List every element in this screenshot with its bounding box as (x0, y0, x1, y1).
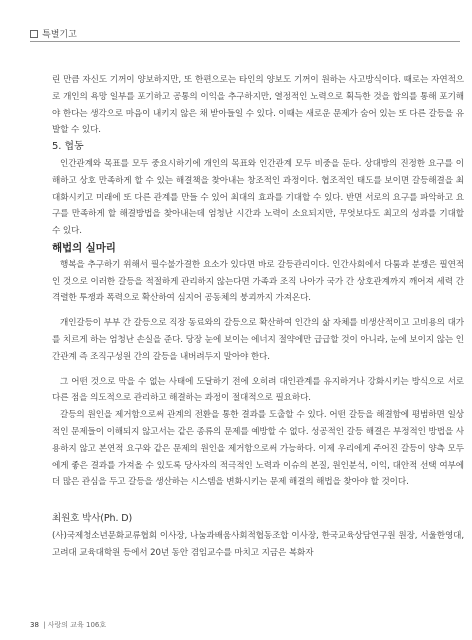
footer-divider: | (43, 621, 46, 629)
article-body (52, 72, 464, 562)
page-header (0, 0, 472, 40)
author-name: 최원호 박사(Ph. D) (52, 513, 133, 525)
author-spacer (52, 491, 464, 511)
section-box-icon (30, 30, 38, 38)
paragraph-solution-3: 그 어떤 것으로 막을 수 없는 사태에 도달하기 전에 오히려 대인관계를 유지하거나 강화시키는 방식으로 서로 다른 점을 의도적으로 관리하고 해결하는 과정이 절대적으로 필요하다. (52, 376, 464, 404)
page-number: 38 (30, 621, 39, 629)
section-label (30, 27, 77, 40)
section-label-text: 특별기고 (42, 30, 77, 40)
author-bio: (사)국제청소년문화교류협회 이사장, 나눔과배움사회적협동조합 이사장, 한국교육상담연구원 원장, 서울한영대, 고려대 교육대학원 등에서 20년 동안 겸임교수를 마치고 지금은 복화자 (52, 530, 464, 558)
paragraph-cooperation: 인간관계와 목표를 모두 중요시하기에 개인의 목표와 인간관계 모두 비중을 둔다. 상대방의 진정한 요구를 이해하고 상호 만족하게 할 수 있는 해결책을 찾아내는 창조적인 과정이다. 협조적인 태도를 보이면 갈등해결을 최대화시키고 미래에 또 다른 관계를 만들 수 있어 최대의 효과를 기대할 수 있다. 반면 서로의 요구를 파악하고 요구를 만족하게 할 해결방법을 찾아내는데 엄청난 시간과 노력이 소요되지만, 무엇보다도 최고의 성과를 기대할 수 있다. (52, 158, 464, 237)
paragraph-solution-2: 개인갈등이 부부 간 갈등으로 직장 동료와의 갈등으로 확산하여 인간의 삶 자체를 비생산적이고 고비용의 대가를 치르게 하는 엄청난 손실을 준다. 당장 눈에 보이는 에너지 절약에만 급급할 것이 아니라, 눈에 보이지 않는 인간관계 즉 조직구성원 간의 갈등을 내버려두지 말아야 한다. (52, 318, 464, 362)
paragraph-spacer (52, 366, 464, 374)
section-heading-solution: 해법의 실마리 (52, 241, 116, 254)
paragraph-solution-4: 갈등의 원인을 제거함으로써 관계의 전환을 통한 결과를 도출할 수 있다. 어떤 갈등을 해결함에 평범하면 일상적인 문제들이 이해되지 않고서는 같은 종류의 문제를 예방할 수 없다. 성공적인 갈등 해결은 부정적인 방법을 사용하지 않고 본연적 요구와 같은 문제의 원인을 제거함으로써 가능하다. 이제 우리에게 주어진 갈등이 양측 모두에게 좋은 결과를 가져올 수 있도록 당사자의 적극적인 노력과 이슈의 본질, 원인분석, 이익, 대안적 선택 여부에 더 많은 관심을 두고 갈등을 생산하는 시스템을 변화시키는 문제 해결의 해법을 찾아야 할 것이다. (52, 410, 464, 488)
header-divider (30, 41, 460, 42)
paragraph-continued: 린 만큼 자신도 기꺼이 양보하지만, 또 한편으로는 타인의 양보도 기꺼이 원하는 사고방식이다. 때로는 자연적으로 개인의 욕망 일부를 포기하고 공통의 이익을 추구하지만, 열정적인 노력으로 획득한 것을 합의를 통해 포기해야 한다는 생각으로 마음이 내키지 않은 채 받아들일 수 있다. 이때는 새로운 문제가 숨어 있는 또 다른 갈등을 유발할 수 있다. (52, 75, 464, 136)
page-footer (30, 620, 106, 630)
paragraph-spacer (52, 307, 464, 315)
section-heading-cooperation: 5. 협동 (52, 141, 84, 153)
paragraph-solution-1: 행복을 추구하기 위해서 필수불가결한 요소가 있다면 바로 갈등관리이다. 인간사회에서 다툼과 분쟁은 필연적인 것으로 이러한 갈등을 적절하게 관리하지 않는다면 가족과 조직 나아가 국가 간 상호관계까지 깨어져 세력 간 격렬한 투쟁과 폭력으로 확산하여 심지어 공동체의 붕괴까지 가져온다. (52, 259, 464, 304)
publication-name: 사랑의 교육 106호 (47, 621, 107, 629)
